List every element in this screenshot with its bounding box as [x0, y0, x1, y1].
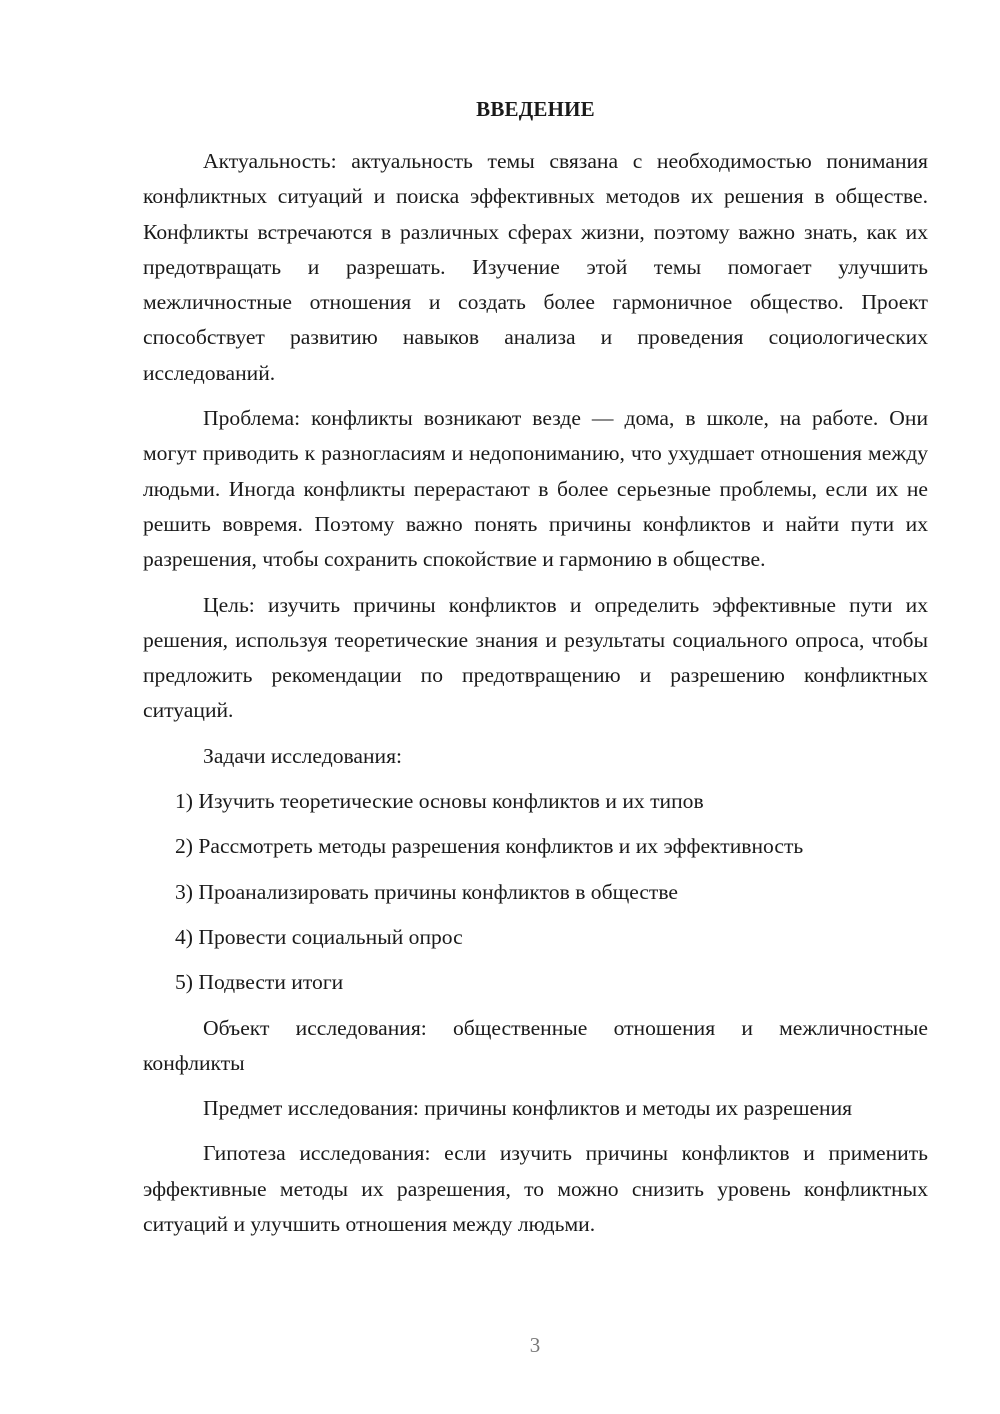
document-page: [143, 92, 928, 1252]
problem-paragraph: Проблема: конфликты возникают везде — дома, в школе, на работе. Они могут приводить к разногласиям и недопониманию, что ухудшает отношения между людьми. Иногда конфликты перерастают в более серьезные проблемы, если их не решить вовремя. Поэтому важно понять причины конфликтов и найти пути их разрешения, чтобы сохранить спокойствие и гармонию в обществе.: [143, 406, 928, 572]
page-number: 3: [529, 1333, 541, 1357]
tasks-list: [143, 784, 928, 1000]
section-title: ВВЕДЕНИЕ: [476, 97, 595, 121]
task-item: 3) Проанализировать причины конфликтов в обществе: [175, 879, 678, 904]
task-item: 5) Подвести итоги: [175, 970, 344, 995]
task-item: 1) Изучить теоретические основы конфликтов и их типов: [175, 789, 704, 814]
hypothesis-paragraph: Гипотеза исследования: если изучить причины конфликтов и применить эффективные методы их разрешения, то можно снизить уровень конфликтных ситуаций и улучшить отношения между людьми.: [143, 1141, 928, 1237]
relevance-paragraph: Актуальность: актуальность темы связана с необходимостью понимания конфликтных ситуаций и поиска эффективных методов их решения в обществе. Конфликты встречаются в различных сферах жизни, поэтому важно знать, как их предотвращать и разрешать. Изучение этой темы помогает улучшить межличностные отношения и создать более гармоничное общество. Проект способствует развитию навыков анализа и проведения социологических исследований.: [143, 149, 928, 385]
object-paragraph: Объект исследования: общественные отношения и межличностные конфликты: [143, 1015, 928, 1075]
tasks-heading: Задачи исследования:: [203, 743, 403, 768]
task-item: 2) Рассмотреть методы разрешения конфликтов и их эффективность: [175, 834, 804, 859]
subject-paragraph: Предмет исследования: причины конфликтов и методы их разрешения: [203, 1096, 853, 1121]
goal-paragraph: Цель: изучить причины конфликтов и определить эффективные пути их решения, используя теоретические знания и результаты социального опроса, чтобы предложить рекомендации по предотвращению и разрешению конфликтных ситуаций.: [143, 592, 928, 723]
task-item: 4) Провести социальный опрос: [175, 924, 463, 949]
